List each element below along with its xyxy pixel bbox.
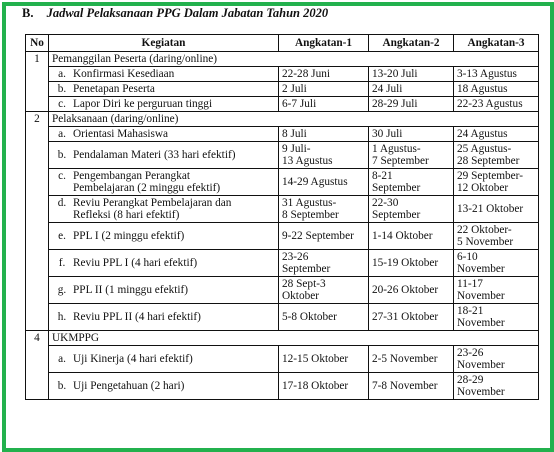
section-row [26,112,539,127]
angkatan-1-date: 31 Agustus- 8 September [279,196,369,223]
table-row [26,127,539,142]
angkatan-2-date: 1-14 Oktober [369,223,454,250]
group-title: Pelaksanaan (daring/online) [49,112,539,127]
angkatan-1-date: 17-18 Oktober [279,373,369,400]
header-kegiatan: Kegiatan [49,35,279,52]
activity-letter: b. [57,380,67,392]
angkatan-2-date: 7-8 November [369,373,454,400]
activity-label: Orientasi Mahasiswa [73,128,169,140]
activity-cell [49,223,279,250]
header-angkatan-3: Angkatan-3 [454,35,539,52]
angkatan-3-date: 28-29 November [454,373,539,400]
angkatan-1-date: 12-15 Oktober [279,346,369,373]
angkatan-3-date: 6-10 November [454,250,539,277]
table-row [26,67,539,82]
activity-label: Pengembangan Perangkat Pembelajaran (2 minggu efektif) [73,170,221,194]
section-prefix: B. [22,6,34,20]
table-row [26,250,539,277]
activity-label: Uji Pengetahuan (2 hari) [73,380,185,392]
group-number: 1 [26,52,49,112]
activity-cell [49,373,279,400]
schedule-table [25,34,539,400]
group-number: 2 [26,112,49,331]
activity-label: Reviu PPL I (4 hari efektif) [73,257,198,269]
activity-letter: g. [57,284,67,296]
activity-cell [49,127,279,142]
activity-letter: c. [58,170,66,182]
activity-label: Lapor Diri ke perguruan tinggi [73,98,213,110]
angkatan-2-date: 2-5 November [369,346,454,373]
table-row [26,223,539,250]
table-row [26,346,539,373]
table-header-row [26,35,539,52]
section-row [26,52,539,67]
table-row [26,142,539,169]
angkatan-2-date: 24 Juli [369,82,454,97]
angkatan-1-date: 23-26 September [279,250,369,277]
angkatan-1-date: 14-29 Agustus [279,169,369,196]
activity-cell [49,67,279,82]
angkatan-2-date: 28-29 Juli [369,97,454,112]
angkatan-1-date: 9 Juli- 13 Agustus [279,142,369,169]
table-row [26,169,539,196]
table-row [26,277,539,304]
angkatan-1-date: 9-22 September [279,223,369,250]
activity-label: Reviu Perangkat Pembelajaran dan Refleksi (8 hari efektif) [73,197,232,221]
activity-cell [49,304,279,331]
activity-label: Penetapan Peserta [73,83,155,95]
activity-cell [49,277,279,304]
angkatan-2-date: 1 Agustus- 7 September [369,142,454,169]
angkatan-1-date: 8 Juli [279,127,369,142]
angkatan-3-date: 29 September- 12 Oktober [454,169,539,196]
angkatan-3-date: 25 Agustus- 28 September [454,142,539,169]
angkatan-1-date: 28 Sept-3 Oktober [279,277,369,304]
activity-cell [49,97,279,112]
header-no: No [26,35,49,52]
activity-letter: b. [57,83,67,95]
angkatan-2-date: 30 Juli [369,127,454,142]
section-row [26,331,539,346]
activity-label: Reviu PPL II (4 hari efektif) [73,311,201,323]
angkatan-3-date: 24 Agustus [454,127,539,142]
table-row [26,196,539,223]
angkatan-2-date: 8-21 September [369,169,454,196]
table-row [26,97,539,112]
angkatan-2-date: 27-31 Oktober [369,304,454,331]
header-angkatan-2: Angkatan-2 [369,35,454,52]
angkatan-3-date: 22 Oktober- 5 November [454,223,539,250]
angkatan-2-date: 22-30 September [369,196,454,223]
angkatan-3-date: 13-21 Oktober [454,196,539,223]
activity-letter: h. [57,311,67,323]
activity-letter: f. [58,257,66,269]
activity-letter: d. [57,197,67,209]
table-row [26,373,539,400]
activity-label: PPL I (2 minggu efektif) [73,230,185,242]
activity-cell [49,82,279,97]
angkatan-2-date: 13-20 Juli [369,67,454,82]
group-title: UKMPPG [49,331,539,346]
angkatan-1-date: 6-7 Juli [279,97,369,112]
activity-letter: c. [58,98,66,110]
angkatan-1-date: 5-8 Oktober [279,304,369,331]
section-title [22,6,328,21]
angkatan-3-date: 18-21 November [454,304,539,331]
activity-cell [49,196,279,223]
activity-letter: a. [58,128,66,140]
table-row [26,82,539,97]
activity-cell [49,346,279,373]
activity-cell [49,142,279,169]
angkatan-2-date: 20-26 Oktober [369,277,454,304]
group-title: Pemanggilan Peserta (daring/online) [49,52,539,67]
angkatan-3-date: 18 Agustus [454,82,539,97]
activity-label: Uji Kinerja (4 hari efektif) [73,353,193,365]
header-angkatan-1: Angkatan-1 [279,35,369,52]
activity-letter: a. [58,353,66,365]
group-number: 4 [26,331,49,400]
angkatan-3-date: 23-26 November [454,346,539,373]
activity-cell [49,250,279,277]
angkatan-3-date: 11-17 November [454,277,539,304]
angkatan-1-date: 22-28 Juni [279,67,369,82]
section-title-text: Jadwal Pelaksanaan PPG Dalam Jabatan Tahun 2020 [46,6,329,20]
angkatan-3-date: 3-13 Agustus [454,67,539,82]
activity-label: Pendalaman Materi (33 hari efektif) [73,149,236,161]
activity-letter: a. [58,68,66,80]
activity-letter: b. [57,149,67,161]
table-row [26,304,539,331]
activity-label: Konfirmasi Kesediaan [73,68,175,80]
activity-letter: e. [58,230,66,242]
angkatan-1-date: 2 Juli [279,82,369,97]
activity-label: PPL II (1 minggu efektif) [73,284,189,296]
table-body [26,52,539,400]
angkatan-3-date: 22-23 Agustus [454,97,539,112]
activity-cell [49,169,279,196]
angkatan-2-date: 15-19 Oktober [369,250,454,277]
